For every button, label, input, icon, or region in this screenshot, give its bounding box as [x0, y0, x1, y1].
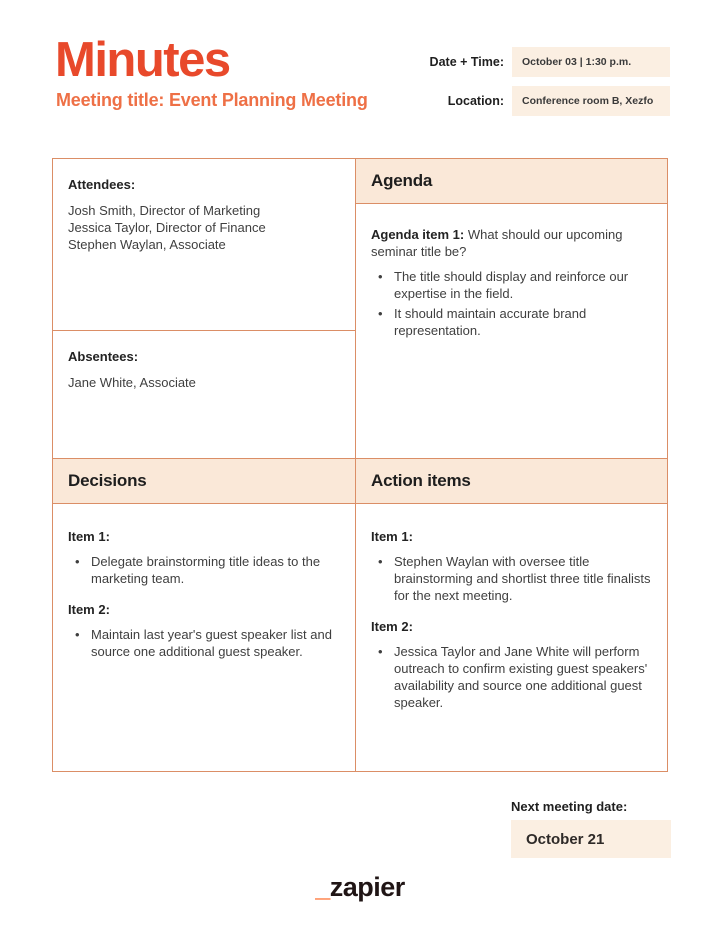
agenda-item-paragraph: [371, 226, 651, 260]
table-right-column: [356, 159, 667, 771]
absentees-label: Absentees:: [68, 349, 139, 364]
zapier-logo: [0, 872, 720, 903]
agenda-header: Agenda: [356, 159, 667, 204]
location-label: Location:: [447, 94, 504, 108]
agenda-cell: [356, 204, 667, 459]
bullet-list: [371, 268, 651, 339]
bullet-item: • Delegate brainstorming title ideas to the marketing team.: [68, 553, 339, 587]
bullet-list: [371, 553, 651, 604]
next-meeting-label: Next meeting date:: [511, 799, 628, 814]
attendee-row: Jessica Taylor, Director of Finance: [68, 220, 266, 235]
attendees-label: Attendees:: [68, 177, 136, 192]
minutes-table: [52, 158, 668, 772]
bullet-item: • Stephen Waylan with oversee title brainstorming and shortlist three title finalists for the next meeting.: [371, 553, 651, 604]
next-meeting-field[interactable]: October 21: [511, 820, 671, 858]
date-time-row: [412, 47, 670, 77]
action-items-cell: [356, 504, 667, 771]
bullet-list: [68, 626, 339, 660]
attendees-list: [68, 202, 339, 253]
decisions-header: Decisions: [53, 459, 355, 504]
page-title: Minutes: [55, 33, 230, 87]
absentee-row: Jane White, Associate: [68, 375, 196, 390]
logo-wordmark: zapier: [329, 872, 405, 902]
agenda-item-label: Agenda item 1:: [371, 227, 465, 242]
action-items-header: Action items: [356, 459, 667, 504]
date-time-label: Date + Time:: [429, 55, 504, 69]
bullet-item: • The title should display and reinforce our expertise in the field.: [371, 268, 651, 302]
location-row: [412, 86, 670, 116]
table-left-column: [53, 159, 356, 771]
meeting-title: Meeting title: Event Planning Meeting: [56, 90, 368, 110]
action-item: [371, 528, 651, 604]
location-field[interactable]: Conference room B, Xezfo: [512, 86, 670, 116]
bullet-list: [68, 553, 339, 587]
decision-item: [68, 528, 339, 587]
bullet-list: [371, 643, 651, 711]
absentees-list: [68, 374, 339, 391]
decisions-cell: [53, 504, 355, 771]
attendee-row: Stephen Waylan, Associate: [68, 237, 226, 252]
bullet-item: • Jessica Taylor and Jane White will perform outreach to confirm existing guest speakers' availability and source one additional guest speaker.: [371, 643, 651, 711]
attendees-cell: [53, 159, 355, 331]
absentees-cell: [53, 331, 355, 459]
item-label: Item 2:: [68, 602, 110, 617]
decision-item: [68, 601, 339, 660]
item-label: Item 2:: [371, 619, 413, 634]
attendee-row: Josh Smith, Director of Marketing: [68, 203, 261, 218]
logo-underscore-icon: _: [315, 872, 330, 902]
date-time-field[interactable]: October 03 | 1:30 p.m.: [512, 47, 670, 77]
meeting-meta: [412, 47, 670, 125]
agenda-item-text: What should our upcoming seminar title be?: [371, 227, 623, 259]
bullet-item: • It should maintain accurate brand representation.: [371, 305, 651, 339]
action-item: [371, 618, 651, 711]
item-label: Item 1:: [68, 529, 110, 544]
item-label: Item 1:: [371, 529, 413, 544]
bullet-item: • Maintain last year's guest speaker list and source one additional guest speaker.: [68, 626, 339, 660]
